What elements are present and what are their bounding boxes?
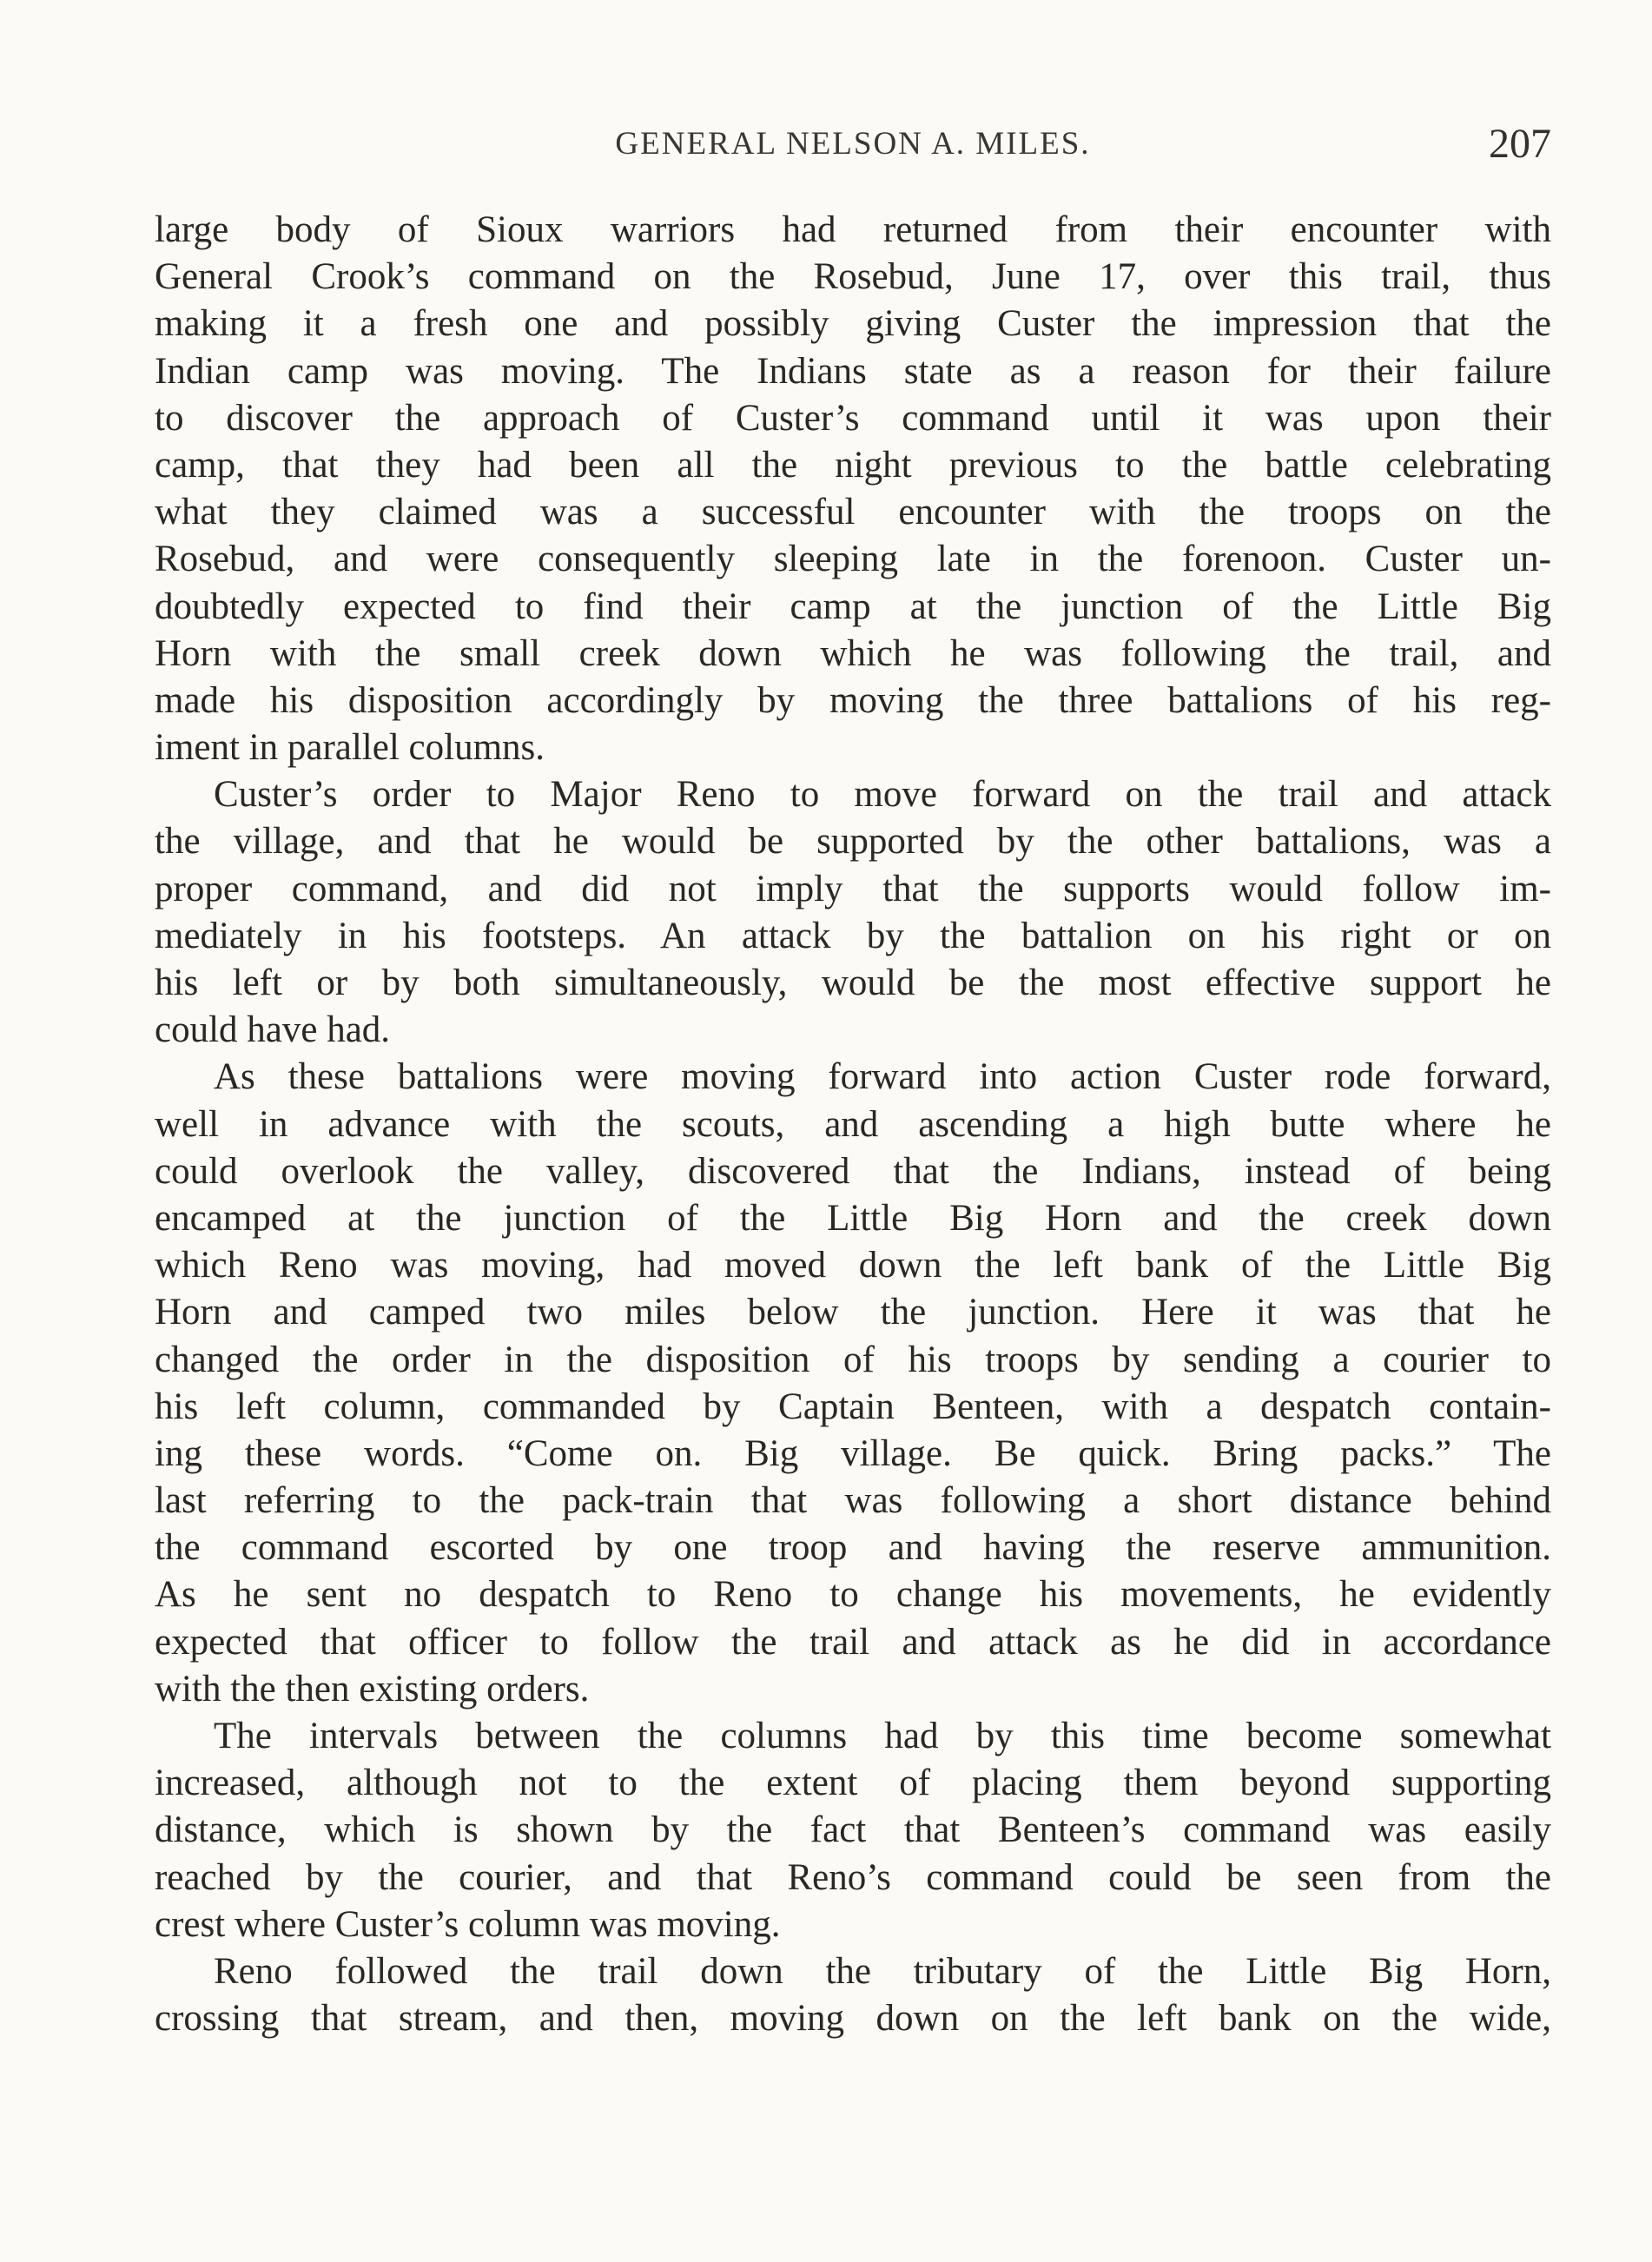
text-line: distance, which is shown by the fact that Benteen’s command was easily (155, 1809, 1551, 1851)
text-line: As these battalions were moving forward into action Custer rode forward, (214, 1056, 1551, 1098)
text-line: increased, although not to the extent of placing them beyond supporting (155, 1763, 1551, 1804)
text-line: iment in parallel columns. (155, 727, 545, 769)
text-line: the command escorted by one troop and having the reserve ammunition. (155, 1527, 1551, 1569)
body-text (155, 207, 1551, 2042)
text-line: reached by the courier, and that Reno’s command could be seen from the (155, 1856, 1551, 1898)
text-line: General Crook’s command on the Rosebud, June 17, over this trail, thus (155, 256, 1551, 298)
text-line: doubtedly expected to find their camp at the junction of the Little Big (155, 585, 1551, 627)
text-line: The intervals between the columns had by this time become somewhat (214, 1716, 1551, 1756)
text-line: large body of Sioux warriors had returned from their encounter with (155, 209, 1551, 250)
text-line: the village, and that he would be supported by the other battalions, was a (155, 821, 1551, 863)
running-head: GENERAL NELSON A. MILES. (615, 126, 1091, 162)
text-line: ing these words. “Come on. Big village. Be quick. Bring packs.” The (155, 1432, 1551, 1474)
text-line: his left or by both simultaneously, would be the most effective support he (155, 962, 1551, 1003)
text-line: what they claimed was a successful encounter with the troops on the (155, 492, 1551, 533)
text-line: last referring to the pack-train that was following a short distance behind (155, 1480, 1551, 1522)
text-line: well in advance with the scouts, and ascending a high butte where he (155, 1103, 1551, 1145)
text-line: Indian camp was moving. The Indians state as a reason for their failure (155, 350, 1551, 392)
text-line: which Reno was moving, had moved down the left bank of the Little Big (155, 1245, 1551, 1286)
text-line: proper command, and did not imply that the supports would follow im- (155, 868, 1551, 909)
text-line: making it a fresh one and possibly giving Custer the impression that the (155, 303, 1551, 345)
text-line: with the then existing orders. (155, 1668, 590, 1710)
text-line: Horn with the small creek down which he was following the trail, and (155, 632, 1551, 674)
text-line: made his disposition accordingly by moving the three battalions of his reg- (155, 679, 1551, 721)
text-line: changed the order in the disposition of his troops by sending a courier to (155, 1339, 1551, 1380)
text-line: could overlook the valley, discovered that the Indians, instead of being (155, 1150, 1551, 1192)
text-line: his left column, commanded by Captain Benteen, with a despatch contain- (155, 1386, 1551, 1427)
text-line: encamped at the junction of the Little Big Horn and the creek down (155, 1197, 1551, 1239)
text-line: Reno followed the trail down the tributary of the Little Big Horn, (214, 1950, 1551, 1992)
text-line: crest where Custer’s column was moving. (155, 1903, 781, 1945)
text-line: Rosebud, and were consequently sleeping late in the forenoon. Custer un- (155, 539, 1551, 580)
text-line: As he sent no despatch to Reno to change his movements, he evidently (155, 1574, 1551, 1616)
text-line: Custer’s order to Major Reno to move forward on the trail and attack (214, 774, 1551, 816)
text-line: expected that officer to follow the trail and attack as he did in accordance (155, 1621, 1551, 1663)
text-line: mediately in his footsteps. An attack by the battalion on his right or on (155, 915, 1551, 956)
text-line: camp, that they had been all the night previous to the battle celebrating (155, 444, 1551, 486)
text-line: to discover the approach of Custer’s command until it was upon their (155, 397, 1551, 439)
text-line: crossing that stream, and then, moving down on the left bank on the wide, (155, 1998, 1551, 2040)
text-line: Horn and camped two miles below the junction. Here it was that he (155, 1292, 1551, 1333)
page-header (155, 120, 1551, 181)
text-line: could have had. (155, 1009, 391, 1051)
page-number: 207 (1489, 121, 1551, 167)
